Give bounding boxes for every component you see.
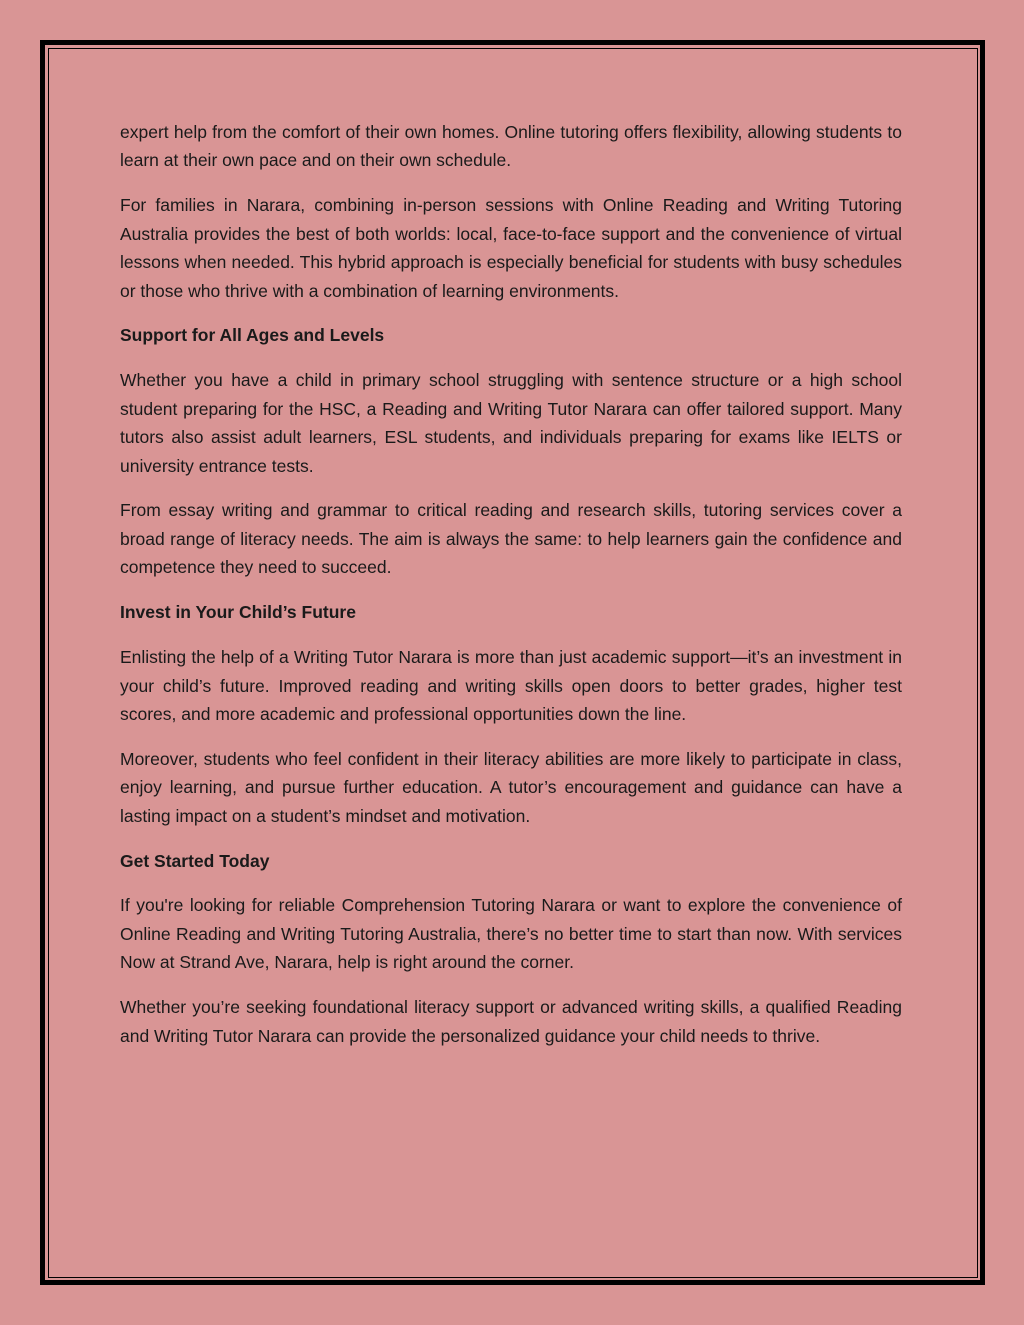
heading-get-started: Get Started Today [120,850,270,871]
heading-invest-future: Invest in Your Child’s Future [120,602,356,623]
paragraph-investment: Enlisting the help of a Writing Tutor Narara is more than just academic support—it’s an investment in your child’s future. Improved reading and writing skills open doors to better grades, higher test scores, and more academic and professional opportunities down the line. [120,647,902,724]
paragraph-hybrid-approach: For families in Narara, combining in-person sessions with Online Reading and Writing Tutoring Australia provides the best of both worlds: local, face-to-face support and the convenience of virtual lessons when needed. This hybrid approach is especially beneficial for students with busy schedules or those who thrive with a combination of learning environments. [120,195,902,301]
paragraph-closing: Whether you’re seeking foundational literacy support or advanced writing skills, a qualified Reading and Writing Tutor Narara can provide the personalized guidance your child needs to thrive. [120,997,902,1046]
document-body [120,118,902,1066]
heading-support-all-ages: Support for All Ages and Levels [120,325,385,346]
paragraph-online-flexibility: expert help from the comfort of their own homes. Online tutoring offers flexibility, allowing students to learn at their own pace and on their own schedule. [120,122,902,171]
paragraph-explore: If you're looking for reliable Comprehension Tutoring Narara or want to explore the convenience of Online Reading and Writing Tutoring Australia, there’s no better time to start than now. With services Now at Strand Ave, Narara, help is right around the corner. [120,895,902,973]
paragraph-tailored-support: Whether you have a child in primary school struggling with sentence structure or a high school student preparing for the HSC, a Reading and Writing Tutor Narara can offer tailored support. Many tutors also assist adult learners, ESL students, and individuals preparing for exams like IELTS or university entrance tests. [120,370,902,476]
paragraph-literacy-needs: From essay writing and grammar to critical reading and research skills, tutoring services cover a broad range of literacy needs. The aim is always the same: to help learners gain the confidence and competence they need to succeed. [120,500,902,578]
paragraph-confidence: Moreover, students who feel confident in their literacy abilities are more likely to participate in class, enjoy learning, and pursue further education. A tutor’s encouragement and guidance can have a lasting impact on a student’s mindset and motivation. [120,748,902,826]
